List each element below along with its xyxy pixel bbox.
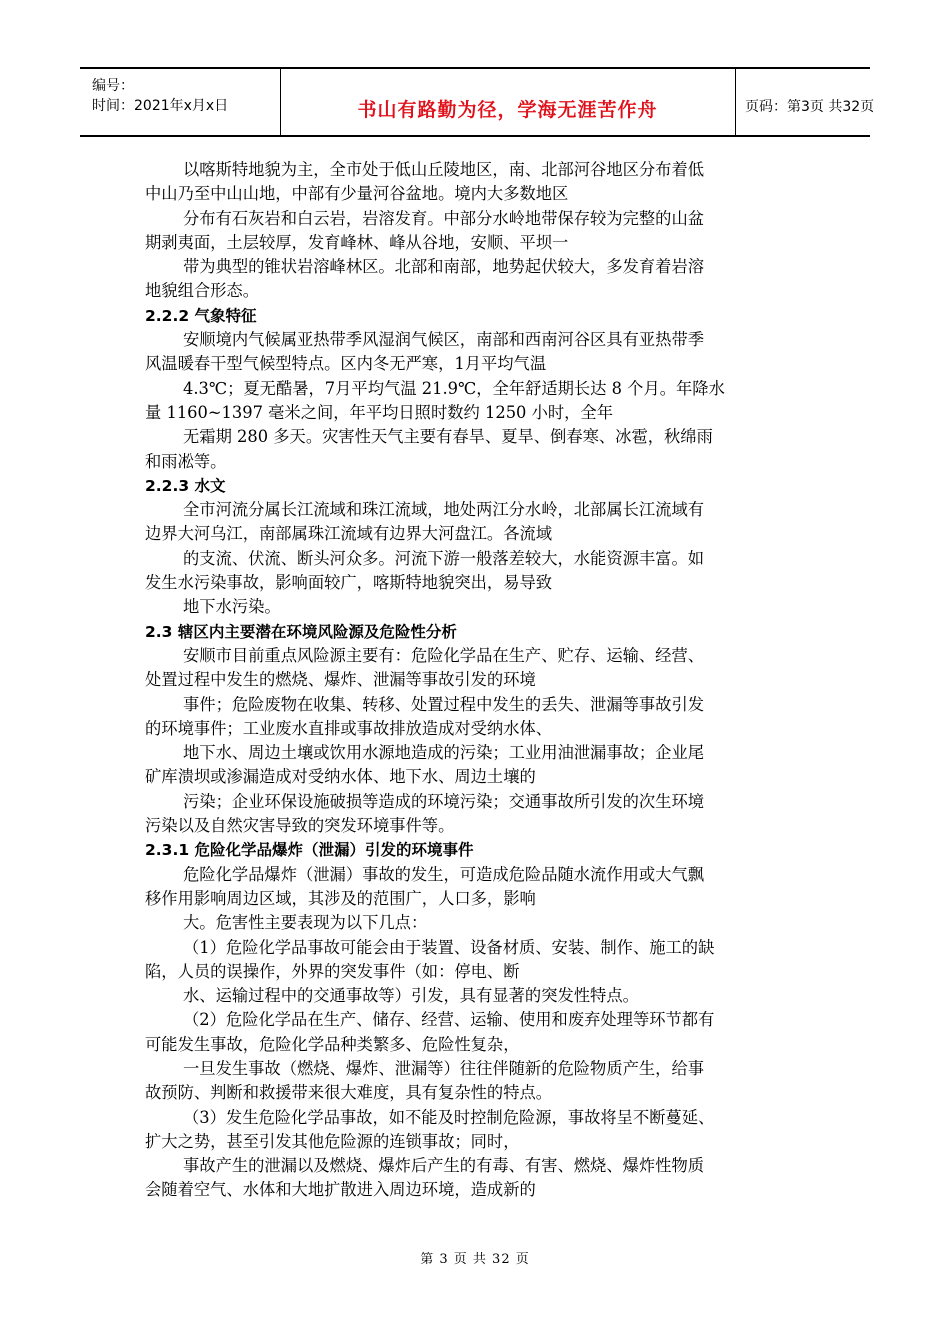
body-text-line: 发生水污染事故，影响面较广，喀斯特地貌突出，易导致 bbox=[145, 573, 553, 593]
body-text-line: 无霜期 280 多天。灾害性天气主要有春旱、夏旱、倒春寒、冰雹，秋绵雨 bbox=[183, 427, 713, 447]
body-text-line: 量 1160~1397 毫米之间，年平均日照时数约 1250 小时，全年 bbox=[145, 402, 613, 422]
page-header bbox=[80, 67, 875, 137]
body-text-line: 水、运输过程中的交通事故等）引发，具有显著的突发性特点。 bbox=[183, 986, 639, 1006]
body-text-line: 以喀斯特地貌为主，全市处于低山丘陵地区，南、北部河谷地区分布着低 bbox=[183, 160, 705, 179]
body-text-line: （1）危险化学品事故可能会由于装置、设备材质、安装、制作、施工的缺 bbox=[183, 937, 715, 957]
page-footer: 第 3 页 共 32 页 bbox=[420, 1252, 530, 1267]
header-meta bbox=[80, 69, 281, 135]
body-text-line: 地下水、周边土壤或饮用水源地造成的污染；工业用油泄漏事故；企业尾 bbox=[183, 743, 705, 763]
header-motto: 书山有路勤为径，学海无涯苦作舟 bbox=[357, 99, 658, 121]
header-page-info: 页码：第3页 共32页 bbox=[745, 99, 875, 115]
body-text-line: 4.3℃；夏无酷暑，7月平均气温 21.9℃，全年舒适期长达 8 个月。年降水 bbox=[183, 378, 725, 398]
body-text-line: 扩大之势，甚至引发其他危险源的连锁事故；同时， bbox=[145, 1131, 520, 1151]
body-text-line: 陷，人员的误操作，外界的突发事件（如：停电、断 bbox=[145, 961, 520, 981]
body-text-line: 风温暖春干型气候型特点。区内冬无严寒，1月平均气温 bbox=[145, 354, 547, 374]
body-text-line: 移作用影响周边区域，其涉及的范围广，人口多，影响 bbox=[145, 888, 536, 908]
body-text-line: 处置过程中发生的燃烧、爆炸、泄漏等事故引发的环境 bbox=[145, 670, 536, 690]
document-number-label: 编号： bbox=[92, 78, 134, 94]
body-text-line: 全市河流分属长江流域和珠江流域，地处两江分水岭，北部属长江流域有 bbox=[183, 500, 705, 520]
body-text-line: 可能发生事故，危险化学品种类繁多、危险性复杂， bbox=[145, 1034, 520, 1054]
body-text-line: 危险化学品爆炸（泄漏）事故的发生，可造成危险品随水流作用或大气飘 bbox=[183, 864, 705, 884]
body-text-line: 污染以及自然灾害导致的突发环境事件等。 bbox=[145, 816, 455, 836]
body-text-line: 一旦发生事故（燃烧、爆炸、泄漏等）往往伴随新的危险物质产生，给事 bbox=[183, 1058, 705, 1078]
body-text-line: 带为典型的锥状岩溶峰林区。北部和南部，地势起伏较大，多发育着岩溶 bbox=[183, 257, 705, 277]
body-text-line: 地下水污染。 bbox=[183, 597, 281, 617]
body-text-line: 的支流、伏流、断头河众多。河流下游一般落差较大，水能资源丰富。如 bbox=[183, 548, 705, 568]
body-text-line: 和雨凇等。 bbox=[145, 451, 227, 471]
body-text-line: 污染；企业环保设施破损等造成的环境污染；交通事故所引发的次生环境 bbox=[183, 791, 705, 811]
body-text-line: 大。危害性主要表现为以下几点： bbox=[183, 913, 428, 933]
body-text-line: 故预防、判断和救援带来很大难度，具有复杂性的特点。 bbox=[145, 1083, 553, 1103]
section-heading: 2.2.2 气象特征 bbox=[145, 306, 257, 325]
body-text-line: 边界大河乌江，南部属珠江流域有边界大河盘江。各流域 bbox=[145, 524, 553, 544]
header-page-cell bbox=[735, 69, 875, 135]
body-text-line: 的环境事件；工业废水直排或事故排放造成对受纳水体、 bbox=[145, 718, 553, 738]
body-text-line: 会随着空气、水体和大地扩散进入周边环境，造成新的 bbox=[145, 1180, 536, 1200]
body-text-line: 事件；危险废物在收集、转移、处置过程中发生的丢失、泄漏等事故引发 bbox=[183, 694, 705, 714]
body-text-line: 地貌组合形态。 bbox=[145, 281, 259, 301]
body-text-line: 安顺境内气候属亚热带季风湿润气候区，南部和西南河谷区具有亚热带季 bbox=[183, 330, 705, 350]
body-text-line: 矿库溃坝或渗漏造成对受纳水体、地下水、周边土壤的 bbox=[145, 767, 536, 787]
body-text-line: 分布有石灰岩和白云岩，岩溶发育。中部分水岭地带保存较为完整的山盆 bbox=[183, 208, 705, 228]
body-text-line: 事故产生的泄漏以及燃烧、爆炸后产生的有毒、有害、燃烧、爆炸性物质 bbox=[183, 1156, 705, 1176]
body-text-line: 中山乃至中山山地，中部有少量河谷盆地。境内大多数地区 bbox=[145, 184, 569, 204]
section-heading: 2.3 辖区内主要潜在环境风险源及危险性分析 bbox=[145, 622, 457, 641]
body-text-line: 期剥夷面，土层较厚，发育峰林、峰从谷地，安顺、平坝一 bbox=[145, 232, 569, 252]
body-text-line: （3）发生危险化学品事故，如不能及时控制危险源，事故将呈不断蔓延、 bbox=[183, 1107, 715, 1127]
body-text-line: （2）危险化学品在生产、储存、经营、运输、使用和废弃处理等环节都有 bbox=[183, 1010, 715, 1030]
header-motto-cell bbox=[280, 69, 736, 135]
document-body bbox=[145, 158, 807, 1203]
section-heading: 2.2.3 水文 bbox=[145, 476, 226, 495]
section-heading: 2.3.1 危险化学品爆炸（泄漏）引发的环境事件 bbox=[145, 841, 474, 860]
document-time-label: 时间：2021年x月x日 bbox=[92, 98, 229, 114]
body-text-line: 安顺市目前重点风险源主要有：危险化学品在生产、贮存、运输、经营、 bbox=[183, 645, 705, 665]
